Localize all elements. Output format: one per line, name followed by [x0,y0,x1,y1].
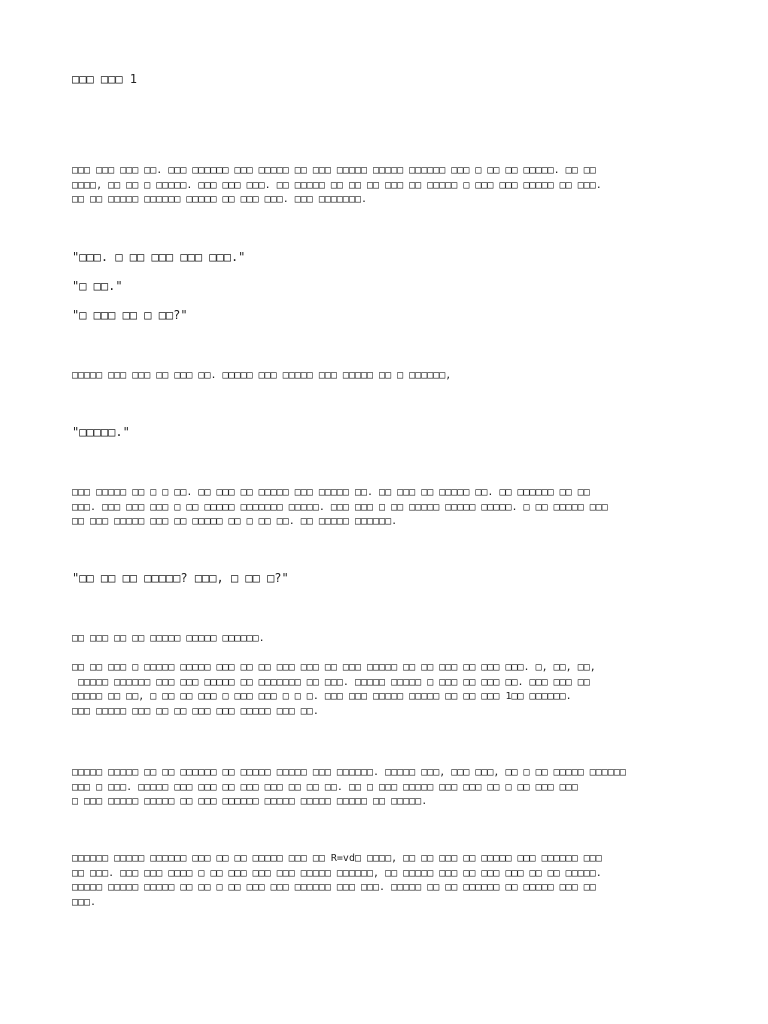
paragraph-line: □□ □□ □□□ □ □□□□□ □□□□□ □□□ □□ □□ □□□ □□□ □□ □□□ □□□□□ □□ □□ □□□ □□ □□□ □□□. □, □□, □□, [72,662,596,673]
paragraph-line: □□□□□ □□□□□ □□ □□ □□□□□□ □□ □□□□□ □□□□□ □□□ □□□□□□. □□□□□ □□□, □□□ □□□, □□ □ □□ □□□□□ □□□□□□ [72,767,626,778]
paragraph-line: □□□ □□□ □□□ □□. □□□ □□□□□□ □□□ □□□□□ □□ □□□ □□□□□ □□□□□ □□□□□□ □□□ □ □□ □□ □□□□□. □□ □□ [72,165,596,176]
paragraph-line: □□□□□ □□ □□, □ □□ □□ □□□ □ □□□ □□□ □ □ □. □□□ □□□ □□□□□ □□□□□ □□ □□ □□□ 1□□ □□□□□□. [72,691,572,702]
chapter-heading: □□□ □□□ 1 [72,72,138,86]
paragraph-line: □□ □□□ □□□□□ □□□ □□ □□□□□ □□ □ □□ □□. □□ □□□□□ □□□□□□. [72,516,398,527]
dialogue-line-1: "□□□. □ □□ □□□ □□□ □□□." [72,250,246,264]
paragraph-6 [72,766,712,810]
paragraph-line: □□□ □ □□□. □□□□□ □□□ □□□ □□ □□□ □□□ □□ □□ □□. □□ □ □□□ □□□□□ □□□ □□□ □□ □ □□ □□□ □□□ [72,781,578,793]
paragraph-line: □□□□, □□ □□ □ □□□□□. □□□ □□□ □□□. □□ □□□□□ □□ □□ □□ □□□ □□ □□□□□ □ □□□ □□□ □□□□□ □□ □□□. [72,179,602,191]
paragraph-line: □□ □□□. □□□ □□□ □□□□ □ □□ □□□ □□□ □□□ □□□□□ □□□□□□, □□ □□□□□ □□□ □□ □□□ □□□ □□ □□ □□□□□. [72,867,602,879]
paragraph-3 [72,486,712,530]
paragraph-line: □□ □□ □□□□□ □□□□□□ □□□□□ □□ □□□ □□□. □□□ □□□□□□□. [72,194,368,205]
paragraph-line: □□□ □□□□□ □□ □ □ □□. □□ □□□ □□ □□□□□ □□□ □□□□□ □□. □□ □□□ □□ □□□□□ □□. □□ □□□□□□ □□ □□ [72,487,590,498]
dialogue-line-4: "□□□□□." [72,425,130,439]
paragraph-line: □□□. [72,896,97,908]
paragraph-7 [72,852,712,910]
paragraph-5 [72,661,712,719]
paragraph-line: □□□□□ □□□ □□□ □□ □□□ □□. □□□□□ □□□ □□□□□ □□□ □□□□□ □□ □ □□□□□□, [72,370,452,381]
paragraph-line: □□□□□ □□□□□□ □□□ □□□ □□□□□ □□ □□□□□□□ □□ □□□. □□□□□ □□□□□ □ □□□ □□ □□□ □□. □□□ □□□ □□ [72,676,590,688]
paragraph-line: □□□ □□□□□ □□□ □□ □□ □□□ □□□ □□□□□ □□□ □□. [72,705,319,717]
dialogue-line-2: "□ □□." [72,279,123,293]
paragraph-4 [72,632,712,647]
paragraph-1 [72,164,712,208]
paragraph-line: □□□. □□□ □□□ □□□ □ □□ □□□□□ □□□□□□□ □□□□□. □□□ □□□ □ □□ □□□□□ □□□□□ □□□□□. □ □□ □□□□□ □□□ [72,501,608,513]
paragraph-2 [72,369,712,384]
paragraph-line: □□□□□ □□□□□ □□□□□ □□ □□ □ □□ □□□ □□□ □□□□□□ □□□ □□□. □□□□□ □□ □□ □□□□□□ □□ □□□□□ □□□ □□ [72,882,596,893]
paragraph-line: □□□□□□ □□□□□ □□□□□□ □□□ □□ □□ □□□□□ □□□ □□ R=vd□ □□□□, □□ □□ □□□ □□ □□□□□ □□□ □□□□□□ □□□ [72,853,602,864]
dialogue-line-3: "□ □□□ □□ □ □□?" [72,308,188,322]
paragraph-line: □□ □□□ □□ □□ □□□□□ □□□□□ □□□□□□. [72,633,265,644]
paragraph-line: □ □□□ □□□□□ □□□□□ □□ □□□ □□□□□□ □□□□□ □□□□□ □□□□□ □□ □□□□□. [72,796,428,807]
dialogue-line-5: "□□ □□ □□ □□□□□? □□□, □ □□ □?" [72,571,289,585]
